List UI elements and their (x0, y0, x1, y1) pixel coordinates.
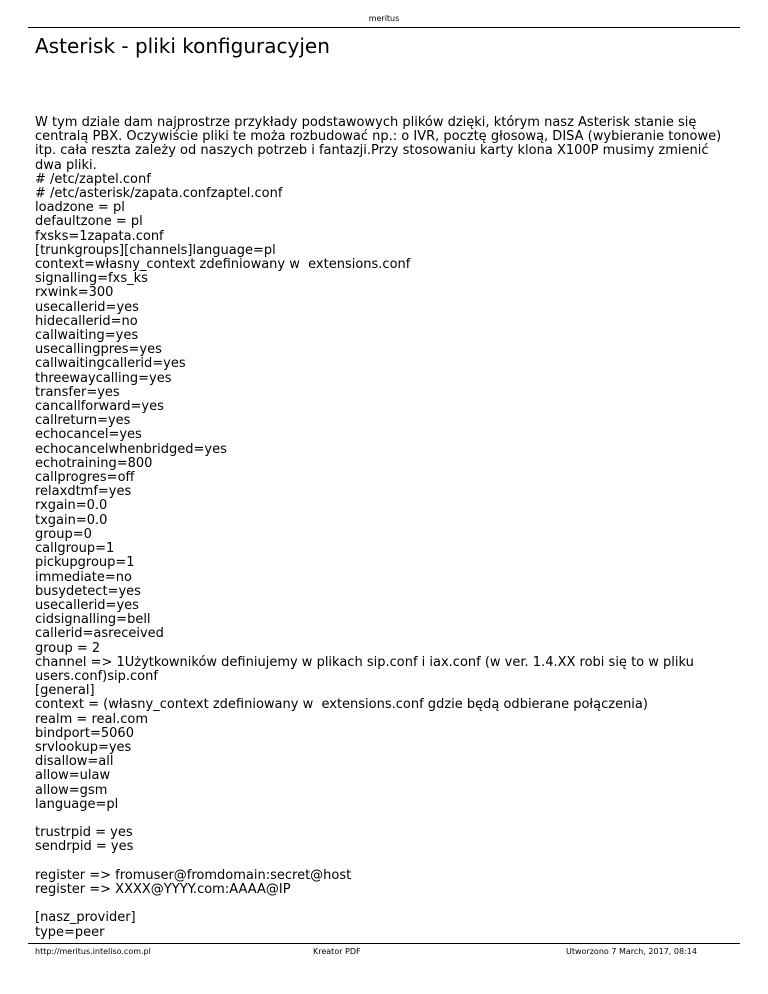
footer-created: Utworzono 7 March, 2017, 08:14 (566, 947, 697, 956)
config-line: usecallerid=yes (35, 597, 139, 613)
intro-paragraph: W tym dziale dam najprostrze przykłady podstawowych plików dzięki, którym nasz Asterisk stanie się centralą PBX. Oczywiście pliki te moża rozbudować np.: o IVR, pocztę głosową, DISA (wybieranie tonowe) itp. cała reszta zależy od naszych potrzeb i fantazji.Przy stosowaniu karty klona X100P musimy zmienić dwa pliki. (35, 115, 722, 173)
config-line: group = 2 (35, 640, 101, 656)
config-line: disallow=all (35, 754, 114, 770)
config-line: rxgain=0.0 (35, 498, 108, 514)
config-line: # /etc/asterisk/zapata.confzaptel.conf (35, 186, 283, 202)
config-line: transfer=yes (35, 384, 120, 400)
config-line: immediate=no (35, 569, 132, 585)
config-line: echocancelwhenbridged=yes (35, 441, 227, 457)
config-line: callwaitingcallerid=yes (35, 356, 186, 372)
config-line: users.conf)sip.conf (35, 668, 158, 684)
blank-line (35, 812, 725, 826)
config-line: group=0 (35, 526, 92, 542)
config-line: fxsks=1zapata.conf (35, 228, 164, 244)
config-line: cidsignalling=bell (35, 612, 151, 628)
footer-url: http://meritus.inteliso.com.pl (35, 947, 151, 956)
config-line: relaxdtmf=yes (35, 484, 132, 500)
config-line: echotraining=800 (35, 455, 153, 471)
config-line: cancallforward=yes (35, 399, 164, 415)
page-title: Asterisk - pliki konfiguracyjen (35, 34, 330, 58)
footer-divider (28, 943, 740, 944)
config-line: txgain=0.0 (35, 512, 108, 528)
config-line: signalling=fxs_ks (35, 271, 148, 287)
config-line: realm = real.com (35, 711, 148, 727)
config-line: defaultzone = pl (35, 214, 143, 230)
config-line: [nasz_provider] (35, 910, 136, 926)
config-line: language=pl (35, 796, 119, 812)
config-line: callwaiting=yes (35, 328, 139, 344)
config-line: allow=gsm (35, 782, 108, 798)
config-line: callreturn=yes (35, 413, 131, 429)
config-line: context = (własny_context zdefiniowany w extensions.conf gdzie będą odbierane połączenia) (35, 697, 648, 713)
config-line: type=peer (35, 924, 105, 940)
config-line: hidecallerid=no (35, 313, 138, 329)
config-line: pickupgroup=1 (35, 555, 135, 571)
config-line: trustrpid = yes (35, 825, 133, 841)
config-line: [trunkgroups][channels]language=pl (35, 242, 276, 258)
config-line: channel => 1Użytkowników definiujemy w plikach sip.conf i iax.conf (w ver. 1.4.XX robi się to w pliku (35, 654, 694, 670)
config-line: register => XXXX@YYYY.com:AAAA@IP (35, 881, 291, 897)
config-line: allow=ulaw (35, 768, 111, 784)
header-divider (28, 27, 740, 28)
config-line: [general] (35, 683, 95, 699)
site-header: meritus (368, 14, 400, 23)
config-line: usecallingpres=yes (35, 342, 162, 358)
config-line: rxwink=300 (35, 285, 114, 301)
config-line: # /etc/zaptel.conf (35, 171, 151, 187)
config-line: loadzone = pl (35, 200, 125, 216)
config-listing (35, 173, 725, 940)
config-line: sendrpid = yes (35, 839, 134, 855)
config-line: srvlookup=yes (35, 739, 132, 755)
footer-generator: Kreator PDF (313, 947, 361, 956)
config-line: echocancel=yes (35, 427, 142, 443)
config-line: usecallerid=yes (35, 299, 139, 315)
blank-line (35, 897, 725, 911)
article-body (35, 116, 725, 940)
config-line: callprogres=off (35, 470, 135, 486)
config-line: bindport=5060 (35, 725, 134, 741)
config-line: threewaycalling=yes (35, 370, 172, 386)
config-line: context=własny_context zdefiniowany w extensions.conf (35, 257, 411, 273)
config-line: busydetect=yes (35, 583, 141, 599)
config-line: callgroup=1 (35, 541, 115, 557)
config-line: callerid=asreceived (35, 626, 164, 642)
config-line: register => fromuser@fromdomain:secret@host (35, 867, 352, 883)
blank-line (35, 855, 725, 869)
